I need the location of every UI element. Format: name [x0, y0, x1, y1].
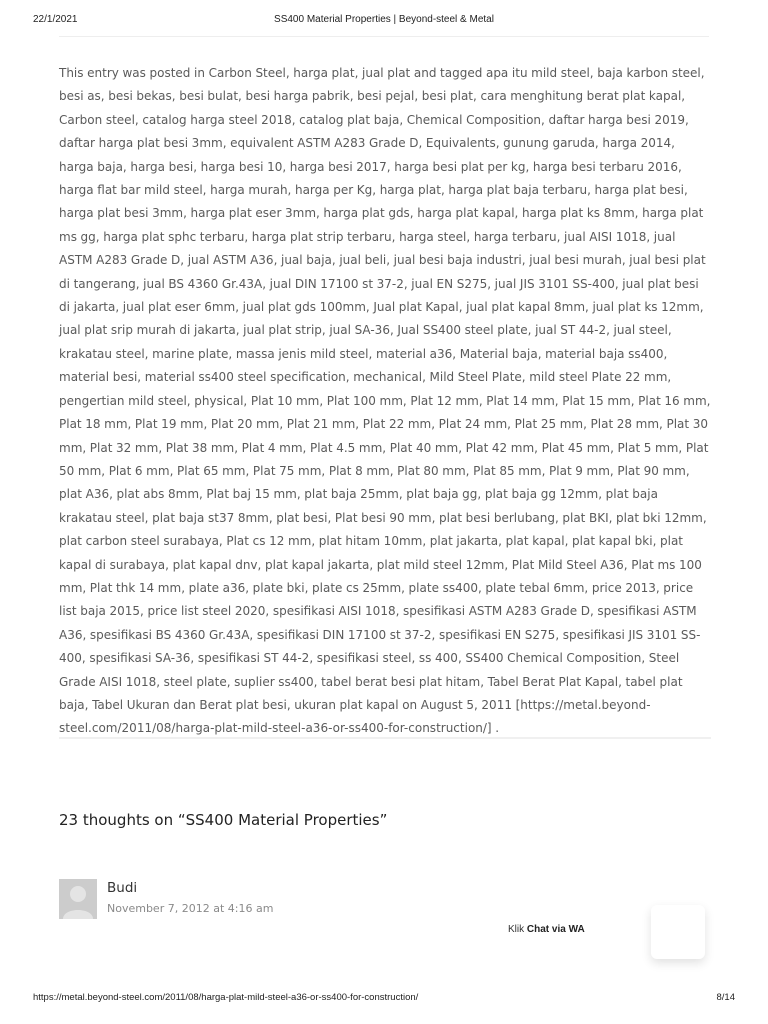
comment-author[interactable]: Budi [107, 880, 138, 896]
comment [59, 879, 459, 921]
page-number: 8/14 [716, 992, 735, 1003]
whatsapp-widget-button[interactable] [651, 905, 705, 959]
whatsapp-chat-link[interactable] [508, 924, 585, 935]
print-header [33, 14, 735, 30]
comments-title: 23 thoughts on “SS400 Material Properties” [59, 811, 388, 829]
comment-date[interactable]: November 7, 2012 at 4:16 am [107, 902, 274, 915]
print-url: https://metal.beyond-steel.com/2011/08/harga-plat-mild-steel-a36-or-ss400-for-construction/ [33, 992, 419, 1003]
whatsapp-prefix: Klik [508, 924, 525, 935]
user-silhouette-icon [59, 879, 97, 919]
entry-meta: This entry was posted in Carbon Steel, harga plat, jual plat and tagged apa itu mild steel, baja karbon steel, besi as, besi bekas, besi bulat, besi harga pabrik, besi pejal, besi plat, cara menghitung berat plat kapal, Carbon steel, catalog harga steel 2018, catalog plat baja, Chemical Composition, daftar harga besi 2019, daftar harga plat besi 3mm, equivalent ASTM A283 Grade D, Equivalents, gunung garuda, harga 2014, harga baja, harga besi, harga besi 10, harga besi 2017, harga besi plat per kg, harga besi terbaru 2016, harga flat bar mild steel, harga murah, harga per Kg, harga plat, harga plat baja terbaru, harga plat besi, harga plat besi 3mm, harga plat eser 3mm, harga plat gds, harga plat kapal, harga plat ks 8mm, harga plat ms gg, harga plat sphc terbaru, harga plat strip terbaru, harga steel, harga terbaru, jual AISI 1018, jual ASTM A283 Grade D, jual ASTM A36, jual baja, jual beli, jual besi baja industri, jual besi murah, jual besi plat di tangerang, jual BS 4360 Gr.43A, jual DIN 17100 st 37-2, jual EN S275, jual JIS 3101 SS-400, jual plat besi di jakarta, jual plat eser 6mm, jual plat gds 100mm, Jual plat Kapal, jual plat kapal 8mm, jual plat ks 12mm, jual plat srip murah di jakarta, jual plat strip, jual SA-36, Jual SS400 steel plate, jual ST 44-2, jual steel, krakatau steel, marine plate, massa jenis mild steel, material a36, Material baja, material baja ss400, material besi, material ss400 steel specification, mechanical, Mild Steel Plate, mild steel Plate 22 mm, pengertian mild steel, physical, Plat 10 mm, Plat 100 mm, Plat 12 mm, Plat 14 mm, Plat 15 mm, Plat 16 mm, Plat 18 mm, Plat 19 mm, Plat 20 mm, Plat 21 mm, Plat 22 mm, Plat 24 mm, Plat 25 mm, Plat 28 mm, Plat 30 mm, Plat 32 mm, Plat 38 mm, Plat 4 mm, Plat 4.5 mm, Plat 40 mm, Plat 42 mm, Plat 45 mm, Plat 5 mm, Plat 50 mm, Plat 6 mm, Plat 65 mm, Plat 75 mm, Plat 8 mm, Plat 80 mm, Plat 85 mm, Plat 9 mm, Plat 90 mm, plat A36, plat abs 8mm, Plat baj 15 mm, plat baja 25mm, plat baja gg, plat baja gg 12mm, plat baja krakatau steel, plat baja st37 8mm, plat besi, Plat besi 90 mm, plat besi berlubang, plat BKI, plat bki 12mm, plat carbon steel surabaya, Plat cs 12 mm, plat hitam 10mm, plat jakarta, plat kapal, plat kapal bki, plat kapal di surabaya, plat kapal dnv, plat kapal jakarta, plat mild steel 12mm, Plat Mild Steel A36, Plat ms 100 mm, Plat thk 14 mm, plate a36, plate bki, plate cs 25mm, plate ss400, plate tebal 6mm, price 2013, price list baja 2015, price list steel 2020, spesifikasi AISI 1018, spesifikasi ASTM A283 Grade D, spesifikasi ASTM A36, spesifikasi BS 4360 Gr.43A, spesifikasi DIN 17100 st 37-2, spesifikasi EN S275, spesifikasi JIS 3101 SS-400, spesifikasi SA-36, spesifikasi ST 44-2, spesifikasi steel, ss 400, SS400 Chemical Composition, Steel Grade AISI 1018, steel plate, suplier ss400, tabel berat besi plat hitam, Tabel Berat Plat Kapal, tabel plat baja, Tabel Ukuran dan Berat plat besi, ukuran plat kapal on August 5, 2011 [https://metal.beyond-steel.com/2011/08/harga-plat-mild-steel-a36-or-ss400-for-construction/] . [59, 66, 711, 736]
whatsapp-label: Chat via WA [526, 924, 585, 935]
avatar [59, 879, 97, 919]
print-page-title: SS400 Material Properties | Beyond-steel & Metal [274, 14, 494, 25]
content-divider [59, 737, 711, 739]
print-footer [33, 992, 735, 1006]
top-divider [59, 36, 709, 37]
print-date: 22/1/2021 [33, 14, 78, 25]
